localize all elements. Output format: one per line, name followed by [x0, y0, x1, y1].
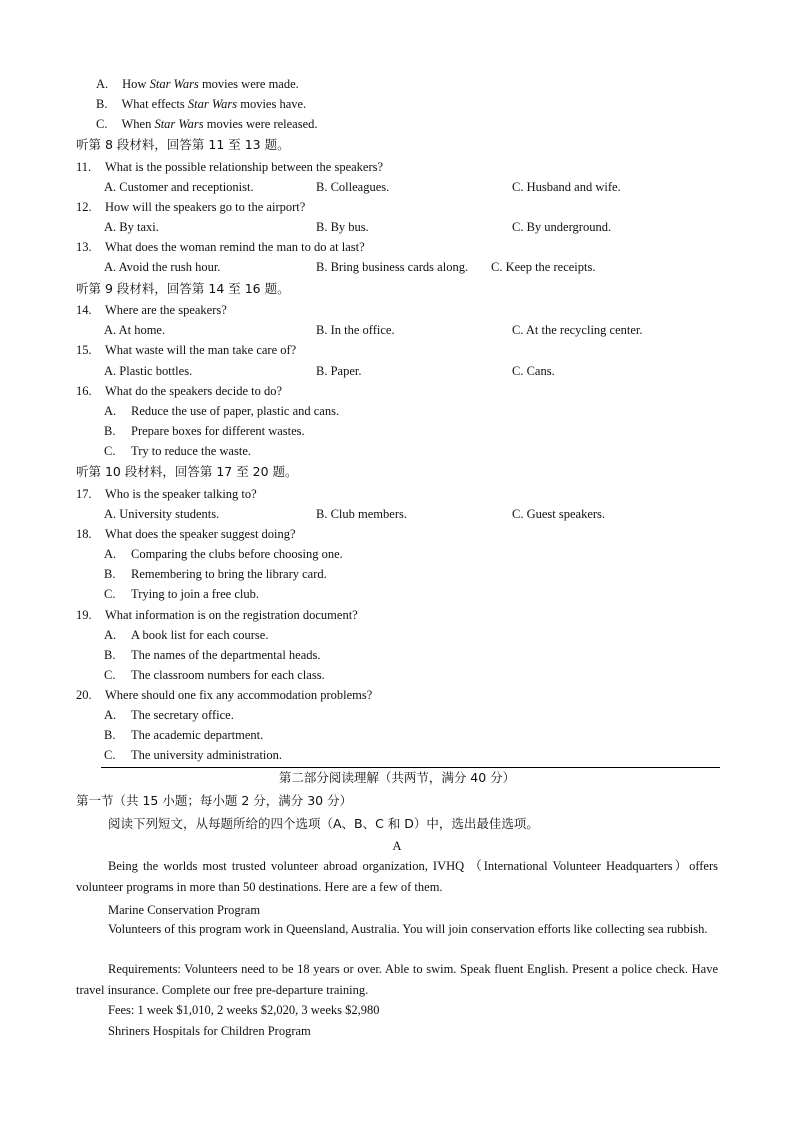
question-15: 15. What waste will the man take care of? — [76, 343, 297, 357]
program2-title: Shriners Hospitals for Children Program — [108, 1024, 311, 1038]
passage-label: A — [392, 839, 402, 853]
q17-option-a: A. University students. — [104, 507, 220, 521]
q17-option-c: C. Guest speakers. — [512, 507, 606, 521]
question-18: 18. What does the speaker suggest doing? — [76, 527, 296, 541]
part2-title: 第二部分阅读理解（共两节，满分 40 分） — [278, 770, 516, 785]
question-11: 11. What is the possible relationship between the speakers? — [76, 160, 384, 174]
q20-option-a: A. The secretary office. — [104, 708, 234, 722]
question-16: 16. What do the speakers decide to do? — [76, 384, 283, 398]
q11-option-a: A. Customer and receptionist. — [104, 180, 254, 194]
question-17: 17. Who is the speaker talking to? — [76, 487, 257, 501]
q10-option-b: B. What effects Star Wars movies have. — [96, 97, 307, 111]
question-20: 20. Where should one fix any accommodation problems? — [76, 688, 373, 702]
program1-description: Volunteers of this program work in Queensland, Australia. You will join conservation efforts like collecting sea rubbish. — [108, 922, 708, 936]
passage-intro: Being the worlds most trusted volunteer abroad organization, IVHQ （International Volunteer Headquarters）offers volunteer programs in more than 50 destinations. Here are a few of them. — [76, 859, 718, 894]
q18-option-c: C. Trying to join a free club. — [104, 587, 259, 601]
q12-option-c: C. By underground. — [512, 220, 612, 234]
q16-option-a: A. Reduce the use of paper, plastic and cans. — [104, 404, 340, 418]
question-12: 12. How will the speakers go to the airport? — [76, 200, 306, 214]
q19-option-b: B. The names of the departmental heads. — [104, 648, 321, 662]
q19-option-c: C. The classroom numbers for each class. — [104, 668, 325, 682]
q14-option-a: A. At home. — [104, 323, 166, 337]
q14-option-b: B. In the office. — [316, 323, 395, 337]
q18-option-a: A. Comparing the clubs before choosing one. — [104, 547, 343, 561]
q10-option-c: C. When Star Wars movies were released. — [96, 117, 318, 131]
q11-option-b: B. Colleagues. — [316, 180, 390, 194]
section-heading-10: 听第 10 段材料，回答第 17 至 20 题。 — [76, 464, 298, 479]
question-13: 13. What does the woman remind the man to do at last? — [76, 240, 365, 254]
section-heading-8: 听第 8 段材料，回答第 11 至 13 题。 — [76, 137, 290, 152]
section-divider — [101, 767, 720, 768]
q15-option-c: C. Cans. — [512, 364, 555, 378]
q12-option-a: A. By taxi. — [104, 220, 159, 234]
program1-requirements: Requirements: Volunteers need to be 18 years or over. Able to swim. Speak fluent English. Present a police check. Have travel insurance. Complete our free pre-departure training. — [76, 962, 718, 997]
q16-option-c: C. Try to reduce the waste. — [104, 444, 251, 458]
program1-title: Marine Conservation Program — [108, 903, 261, 917]
q17-option-b: B. Club members. — [316, 507, 407, 521]
part2-instruction: 阅读下列短文，从每题所给的四个选项（A、B、C 和 D）中，选出最佳选项。 — [108, 816, 539, 831]
q15-option-a: A. Plastic bottles. — [104, 364, 193, 378]
question-19: 19. What information is on the registration document? — [76, 608, 358, 622]
q13-option-a: A. Avoid the rush hour. — [104, 260, 221, 274]
q10-option-a: A. How Star Wars movies were made. — [96, 77, 299, 91]
q11-option-c: C. Husband and wife. — [512, 180, 621, 194]
part2-section1-heading: 第一节（共 15 小题；每小题 2 分，满分 30 分） — [76, 793, 353, 808]
q20-option-c: C. The university administration. — [104, 748, 283, 762]
q13-option-b: B. Bring business cards along. — [316, 260, 469, 274]
q16-option-b: B. Prepare boxes for different wastes. — [104, 424, 305, 438]
q18-option-b: B. Remembering to bring the library card. — [104, 567, 327, 581]
q12-option-b: B. By bus. — [316, 220, 369, 234]
section-heading-9: 听第 9 段材料，回答第 14 至 16 题。 — [76, 281, 290, 296]
question-14: 14. Where are the speakers? — [76, 303, 227, 317]
program1-fees: Fees: 1 week $1,010, 2 weeks $2,020, 3 weeks $2,980 — [108, 1003, 380, 1017]
q13-option-c: C. Keep the receipts. — [491, 260, 596, 274]
q20-option-b: B. The academic department. — [104, 728, 264, 742]
q14-option-c: C. At the recycling center. — [512, 323, 643, 337]
q15-option-b: B. Paper. — [316, 364, 362, 378]
q19-option-a: A. A book list for each course. — [104, 628, 269, 642]
